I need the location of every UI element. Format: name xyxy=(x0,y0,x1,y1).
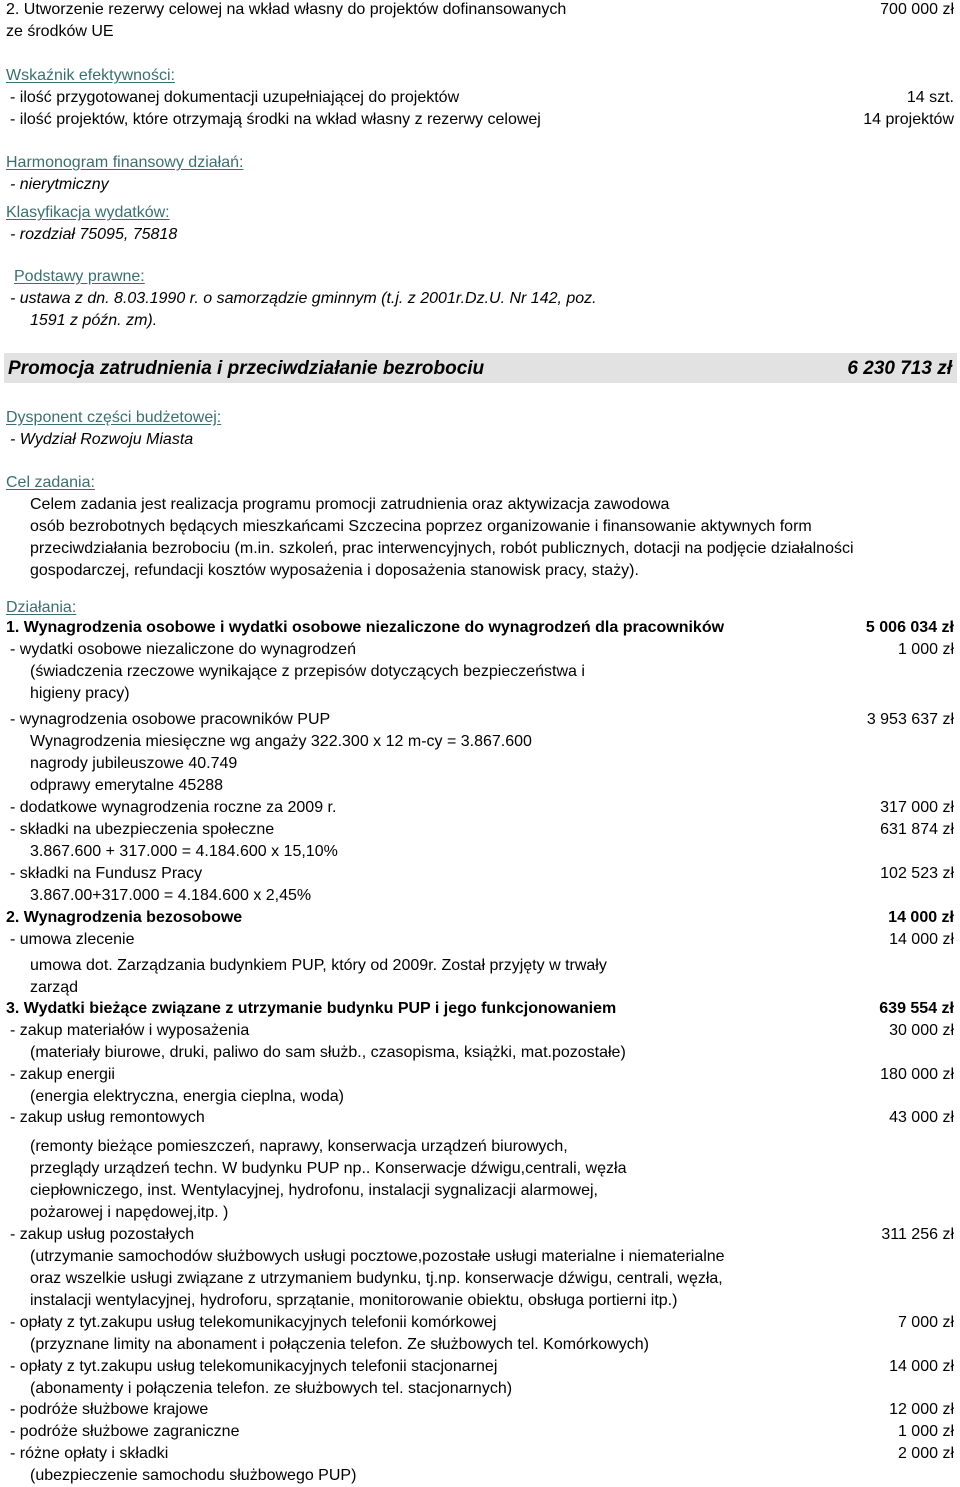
expense-amount: 631 874 zł xyxy=(880,821,954,838)
expense-amount: 1 000 zł xyxy=(897,641,954,658)
expense-line: - składki na ubezpieczenia społeczne xyxy=(10,821,275,838)
expense-amount: 30 000 zł xyxy=(889,1022,954,1039)
item-title-line-2: ze środków UE xyxy=(6,23,114,40)
expense-amount: 14 000 zł xyxy=(889,931,954,948)
expense-amount: 317 000 zł xyxy=(880,799,954,816)
goal-line: osób bezrobotnych będących mieszkańcami Szczecina poprzez organizowanie i finansowanie aktywnych form xyxy=(30,518,812,535)
goal-heading: Cel zadania: xyxy=(6,474,95,491)
action-1-title: 1. Wynagrodzenia osobowe i wydatki osobowe niezaliczone do wynagrodzeń dla pracowników xyxy=(6,619,725,636)
action-3-title: 3. Wydatki bieżące związane z utrzymanie budynku PUP i jego funkcjonowaniem xyxy=(6,1000,617,1017)
section-amount: 6 230 713 zł xyxy=(847,358,952,379)
expense-note: ciepłowniczego, inst. Wentylacyjnej, hydrofonu, instalacji sygnalizacji alarmowej, xyxy=(30,1182,598,1199)
expense-note: oraz wszelkie usługi związane z utrzymaniem budynku, tj.np. konserwacje dźwigu, centrali, węzła, xyxy=(30,1270,723,1287)
schedule-value: - nierytmiczny xyxy=(10,176,109,193)
expense-note: (materiały biurowe, druki, paliwo do sam służb., czasopisma, książki, mat.pozostałe) xyxy=(30,1044,626,1061)
expense-line: - opłaty z tyt.zakupu usług telekomunikacyjnych telefonii komórkowej xyxy=(10,1314,497,1331)
legal-line: 1591 z późn. zm). xyxy=(30,312,158,329)
legal-line: - ustawa z dn. 8.03.1990 r. o samorządzie gminnym (t.j. z 2001r.Dz.U. Nr 142, poz. xyxy=(10,290,597,307)
expense-note: umowa dot. Zarządzania budynkiem PUP, który od 2009r. Został przyjęty w trwały xyxy=(30,957,607,974)
expense-amount: 311 256 zł xyxy=(881,1226,954,1243)
expense-note: (ubezpieczenie samochodu służbowego PUP) xyxy=(30,1467,357,1484)
expense-line: - umowa zlecenie xyxy=(10,931,135,948)
expense-amount: 2 000 zł xyxy=(897,1445,954,1462)
indicator-label: - ilość projektów, które otrzymają środki na wkład własny z rezerwy celowej xyxy=(10,111,541,128)
legal-heading: Podstawy prawne: xyxy=(14,268,145,285)
goal-line: przeciwdziałania bezrobociu (m.in. szkoleń, prac interwencyjnych, robót publicznych, dotacji na podjęcie działalności xyxy=(30,540,854,557)
expense-note: (świadczenia rzeczowe wynikające z przepisów dotyczących bezpieczeństwa i xyxy=(30,663,585,680)
expense-amount: 12 000 zł xyxy=(889,1401,954,1418)
disponent-heading: Dysponent części budżetowej: xyxy=(6,409,222,426)
expense-amount: 14 000 zł xyxy=(889,1358,954,1375)
indicator-value: 14 szt. xyxy=(906,89,954,106)
goal-line: gospodarczej, refundacji kosztów wyposażenia i doposażenia stanowisk pracy, staży). xyxy=(30,562,639,579)
expense-note: przeglądy urządzeń techn. W budynku PUP np.. Konserwacje dźwigu,centrali, węzła xyxy=(30,1160,627,1177)
indicator-value: 14 projektów xyxy=(863,111,954,128)
expense-line: - składki na Fundusz Pracy xyxy=(10,865,203,882)
expense-line: - zakup usług remontowych xyxy=(10,1109,205,1126)
expense-line: - zakup materiałów i wyposażenia xyxy=(10,1022,250,1039)
expense-note: (abonamenty i połączenia telefon. ze służbowych tel. stacjonarnych) xyxy=(30,1380,513,1397)
expense-amount: 102 523 zł xyxy=(880,865,954,882)
expense-line: - podróże służbowe krajowe xyxy=(10,1401,209,1418)
expense-note: pożarowej i napędowej,itp. ) xyxy=(30,1204,229,1221)
item-title-line-1: 2. Utworzenie rezerwy celowej na wkład własny do projektów dofinansowanych xyxy=(6,1,567,18)
expense-note: 3.867.600 + 317.000 = 4.184.600 x 15,10% xyxy=(30,843,338,860)
expense-note: (remonty bieżące pomieszczeń, naprawy, konserwacja urządzeń biurowych, xyxy=(30,1138,568,1155)
action-2-title: 2. Wynagrodzenia bezosobowe xyxy=(6,909,243,926)
expense-note: instalacji wentylacyjnej, hydroforu, sprzątanie, monitorowanie obiektu, obsługa portierni itp.) xyxy=(30,1292,678,1309)
expense-line: - wynagrodzenia osobowe pracowników PUP xyxy=(10,711,331,728)
expense-note: odprawy emerytalne 45288 xyxy=(30,777,224,794)
action-1-amount: 5 006 034 zł xyxy=(865,619,954,636)
expense-note: nagrody jubileuszowe 40.749 xyxy=(30,755,238,772)
indicator-label: - ilość przygotowanej dokumentacji uzupełniającej do projektów xyxy=(10,89,460,106)
expense-line: - zakup usług pozostałych xyxy=(10,1226,195,1243)
disponent-value: - Wydział Rozwoju Miasta xyxy=(10,431,194,448)
expense-amount: 180 000 zł xyxy=(880,1066,954,1083)
expense-note: (utrzymanie samochodów służbowych usługi pocztowe,pozostałe usługi materialne i niematerialne xyxy=(30,1248,725,1265)
expense-note: higieny pracy) xyxy=(30,685,130,702)
actions-heading: Działania: xyxy=(6,599,77,616)
section-title: Promocja zatrudnienia i przeciwdziałanie bezrobociu xyxy=(8,358,485,379)
schedule-heading: Harmonogram finansowy działań: xyxy=(6,154,244,171)
expense-line: - różne opłaty i składki xyxy=(10,1445,169,1462)
classification-heading: Klasyfikacja wydatków: xyxy=(6,204,170,221)
expense-note: Wynagrodzenia miesięczne wg angaży 322.300 x 12 m-cy = 3.867.600 xyxy=(30,733,532,750)
expense-line: - dodatkowe wynagrodzenia roczne za 2009 r. xyxy=(10,799,337,816)
expense-note: (przyznane limity na abonament i połączenia telefon. Ze służbowych tel. Komórkowych) xyxy=(30,1336,649,1353)
goal-line: Celem zadania jest realizacja programu promocji zatrudnienia oraz aktywizacja zawodowa xyxy=(30,496,670,513)
action-2-amount: 14 000 zł xyxy=(888,909,954,926)
expense-note: 3.867.00+317.000 = 4.184.600 x 2,45% xyxy=(30,887,312,904)
classification-value: - rozdział 75095, 75818 xyxy=(10,226,178,243)
expense-note: (energia elektryczna, energia cieplna, woda) xyxy=(30,1088,344,1105)
action-3-amount: 639 554 zł xyxy=(879,1000,954,1017)
expense-line: - opłaty z tyt.zakupu usług telekomunikacyjnych telefonii stacjonarnej xyxy=(10,1358,498,1375)
expense-line: - podróże służbowe zagraniczne xyxy=(10,1423,240,1440)
expense-amount: 7 000 zł xyxy=(897,1314,954,1331)
expense-line: - wydatki osobowe niezaliczone do wynagrodzeń xyxy=(10,641,356,658)
item-amount: 700 000 zł xyxy=(880,1,954,18)
expense-line: - zakup energii xyxy=(10,1066,115,1083)
expense-amount: 43 000 zł xyxy=(889,1109,954,1126)
expense-note: zarząd xyxy=(30,979,79,996)
expense-amount: 3 953 637 zł xyxy=(866,711,954,728)
indicator-heading: Wskaźnik efektywności: xyxy=(6,67,175,84)
expense-amount: 1 000 zł xyxy=(897,1423,954,1440)
